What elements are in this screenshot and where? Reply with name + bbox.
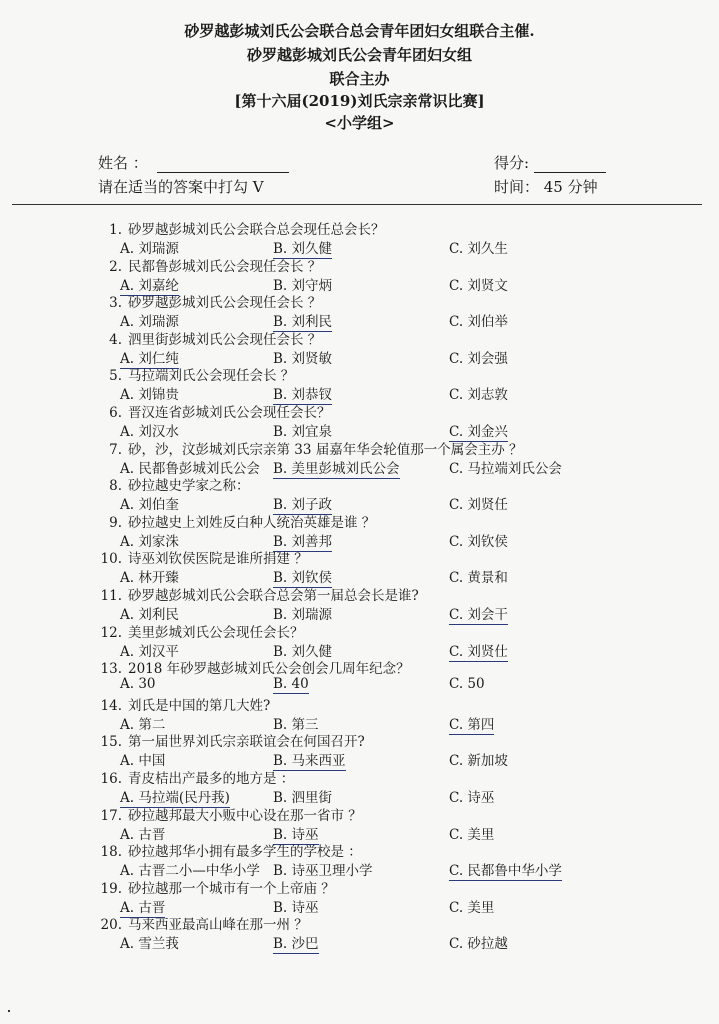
option-a[interactable]: A. 古晋二小—中华小学 (120, 863, 260, 880)
option-a[interactable]: A. 刘瑞源 (120, 241, 179, 257)
question-number: 10. (100, 551, 122, 568)
question-text: 砂拉越邦华小拥有最多学生的学校是 ： (128, 844, 362, 861)
option-a[interactable]: A. 30 (120, 676, 156, 693)
option-a[interactable]: A. 刘锦贵 (120, 387, 179, 404)
option-b[interactable]: B. 诗巫 (273, 823, 319, 845)
question-7 (92, 438, 523, 458)
question-17 (92, 804, 362, 824)
option-b[interactable]: B. 刘利民 (273, 310, 332, 332)
option-b[interactable]: B. 美里彭城刘氏公会 (273, 457, 400, 479)
question-text: 诗巫刘钦侯医院是谁所捐建 ？ (128, 551, 308, 568)
question-number: 20. (100, 917, 122, 934)
question-10 (92, 547, 308, 567)
question-3 (92, 291, 321, 311)
question-text: 砂罗越彭城刘氏公会联合总会第一届总会长是谁? (128, 588, 419, 604)
question-1 (92, 218, 385, 238)
option-c[interactable]: C. 砂拉越 (449, 936, 508, 953)
option-a[interactable]: A. 马拉端(民丹莪) (120, 786, 230, 808)
header-divider (12, 204, 702, 205)
option-c[interactable]: C. 刘贤仕 (449, 640, 508, 662)
question-number: 17. (100, 807, 122, 824)
option-c[interactable]: C. 刘会强 (449, 350, 508, 367)
question-number: 11. (100, 588, 122, 604)
option-c[interactable]: C. 刘久生 (449, 241, 508, 257)
option-a[interactable]: A. 刘仁纯 (120, 347, 179, 369)
option-b[interactable]: B. 40 (273, 676, 309, 693)
option-a[interactable]: A. 古晋 (120, 896, 165, 918)
option-b[interactable]: B. 马来西亚 (273, 749, 346, 771)
question-text: 2018 年砂罗越彭城刘氏公会创会几周年纪念？ (128, 661, 410, 678)
question-number: 8. (109, 478, 122, 495)
option-a[interactable]: A. 中国 (120, 753, 166, 770)
option-c[interactable]: C. 民都鲁中华小学 (449, 859, 562, 881)
option-a[interactable]: A. 刘伯奎 (120, 497, 179, 514)
contest-title: [第十六届(2019)刘氏宗亲常识比赛] (234, 92, 485, 110)
question-number: 9. (109, 514, 122, 531)
time-limit: 时间： 45 分钟 (494, 178, 598, 196)
option-b[interactable]: B. 刘瑞源 (273, 607, 333, 623)
option-a[interactable]: A. 刘汉水 (120, 424, 179, 440)
option-c[interactable]: C. 第四 (449, 713, 494, 735)
question-9 (92, 511, 375, 531)
name-field[interactable] (98, 152, 289, 173)
question-text: 泗里街彭城刘氏公会现任会长 ？ (128, 331, 322, 348)
option-c[interactable]: C. 诗巫 (449, 790, 495, 806)
question-text: 砂拉越邦最大小贩中心设在那一省市 ？ (128, 807, 362, 824)
option-a[interactable]: A. 刘瑞源 (120, 314, 179, 331)
question-2 (92, 255, 321, 275)
option-a[interactable]: A. 雪兰莪 (120, 936, 179, 953)
question-text: 砂拉越史学家之称： (128, 478, 250, 495)
option-c[interactable]: C. 刘伯举 (449, 314, 508, 331)
option-b[interactable]: B. 泗里街 (273, 790, 333, 806)
option-b[interactable]: B. 刘宜泉 (273, 424, 333, 440)
question-20 (92, 913, 308, 933)
question-number: 5. (109, 368, 122, 385)
question-11 (92, 584, 419, 604)
name-label: 姓名 ： (98, 154, 148, 172)
option-a[interactable]: A. 林开臻 (120, 570, 179, 587)
option-a[interactable]: A. 刘嘉纶 (120, 274, 179, 296)
question-text: 砂罗越彭城刘氏公会联合总会现任总会长？ (128, 222, 385, 238)
option-b[interactable]: B. 刘善邦 (273, 530, 332, 552)
option-a[interactable]: A. 第二 (120, 716, 166, 733)
score-field[interactable] (494, 152, 606, 173)
question-text: 马来西亚最高山峰在那一州 ？ (128, 917, 308, 934)
option-c[interactable]: C. 马拉端刘氏公会 (449, 460, 562, 477)
option-c[interactable]: C. 美里 (449, 826, 495, 843)
question-number: 14. (100, 697, 122, 714)
question-number: 13. (100, 661, 122, 678)
option-c[interactable]: C. 刘贤任 (449, 497, 508, 514)
option-a[interactable]: A. 刘家洙 (120, 533, 179, 550)
option-b[interactable]: B. 沙巴 (273, 932, 319, 954)
option-c[interactable]: C. 刘贤文 (449, 277, 508, 294)
option-c[interactable]: C. 刘会干 (449, 603, 508, 625)
option-a[interactable]: A. 刘汉平 (120, 643, 179, 660)
option-c[interactable]: C. 刘钦侯 (449, 533, 508, 550)
question-text: 砂拉越史上刘姓反白种人统治英雄是谁 ？ (128, 514, 376, 531)
option-b[interactable]: B. 刘守炳 (273, 277, 333, 294)
question-number: 15. (100, 734, 122, 751)
question-number: 12. (100, 624, 122, 641)
option-b[interactable]: B. 刘恭钗 (273, 383, 332, 405)
question-4 (92, 328, 321, 348)
score-label: 得分: (494, 154, 530, 172)
option-b[interactable]: B. 刘贤敏 (273, 350, 333, 367)
question-15 (92, 730, 365, 750)
question-13 (92, 657, 410, 677)
instruction-text: 请在适当的答案中打勾 V (98, 178, 264, 196)
question-16 (92, 767, 294, 787)
question-14 (92, 694, 270, 714)
option-b[interactable]: B. 诗巫 (273, 899, 319, 916)
question-text: 砂，沙，汶彭城刘氏宗亲第 33 届嘉年华会轮值那一个属会主办 ？ (128, 441, 523, 458)
option-b[interactable]: B. 诗巫卫理小学 (273, 863, 373, 880)
scan-speck (8, 1010, 10, 1012)
question-19 (92, 877, 335, 897)
option-c[interactable]: C. 50 (449, 676, 485, 693)
option-b[interactable]: B. 刘钦侯 (273, 566, 332, 588)
question-number: 7. (109, 441, 122, 458)
option-c[interactable]: C. 黄景和 (449, 570, 508, 587)
category-label: <小学组> (324, 114, 395, 132)
option-b[interactable]: B. 第三 (273, 716, 319, 733)
option-b[interactable]: B. 刘久健 (273, 237, 332, 259)
question-number: 2. (109, 258, 122, 275)
question-number: 4. (109, 331, 122, 348)
question-5 (92, 364, 294, 384)
question-text: 马拉端刘氏公会现任会长 ？ (128, 368, 295, 385)
question-text: 砂拉越那一个城市有一个上帝庙 ？ (128, 880, 335, 897)
question-text: 砂罗越彭城刘氏公会现任会长 ？ (128, 295, 322, 312)
organizer-line-3: 联合主办 (329, 70, 390, 88)
question-text: 青皮桔出产最多的地方是 ： (128, 771, 295, 787)
question-text: 晋汉连省彭城刘氏公会现任会长？ (128, 405, 331, 421)
score-blank[interactable] (534, 158, 606, 173)
question-number: 18. (100, 844, 122, 861)
question-6 (92, 401, 331, 421)
question-text: 美里彭城刘氏公会现任会长？ (128, 624, 304, 641)
question-number: 3. (109, 295, 122, 312)
question-text: 民都鲁彭城刘氏公会现任会长 ？ (128, 258, 322, 275)
question-text: 第一届世界刘氏宗亲联谊会在何国召开? (128, 734, 365, 751)
option-a[interactable]: A. 民都鲁彭城刘氏公会 (120, 460, 260, 477)
option-b[interactable]: B. 刘子政 (273, 493, 332, 515)
question-number: 16. (100, 771, 122, 787)
question-text: 刘氏是中国的第几大姓? (128, 697, 271, 714)
name-blank[interactable] (157, 158, 289, 173)
option-c[interactable]: C. 新加坡 (449, 753, 508, 770)
organizer-line-2: 砂罗越彭城刘氏公会青年团妇女组 (246, 46, 472, 64)
option-a[interactable]: A. 刘利民 (120, 607, 179, 623)
question-number: 19. (100, 880, 122, 897)
option-c[interactable]: C. 刘志敦 (449, 387, 508, 404)
option-a[interactable]: A. 古晋 (120, 826, 166, 843)
option-c[interactable]: C. 刘金兴 (449, 420, 508, 442)
question-number: 6. (109, 405, 122, 421)
organizer-line-1: 砂罗越彭城刘氏公会联合总会青年团妇女组联合主催. (184, 22, 535, 40)
question-18 (92, 840, 362, 860)
option-c[interactable]: C. 美里 (449, 899, 495, 916)
question-number: 1. (109, 222, 122, 238)
question-8 (92, 474, 250, 494)
option-b[interactable]: B. 刘久健 (273, 643, 333, 660)
question-12 (92, 621, 304, 641)
